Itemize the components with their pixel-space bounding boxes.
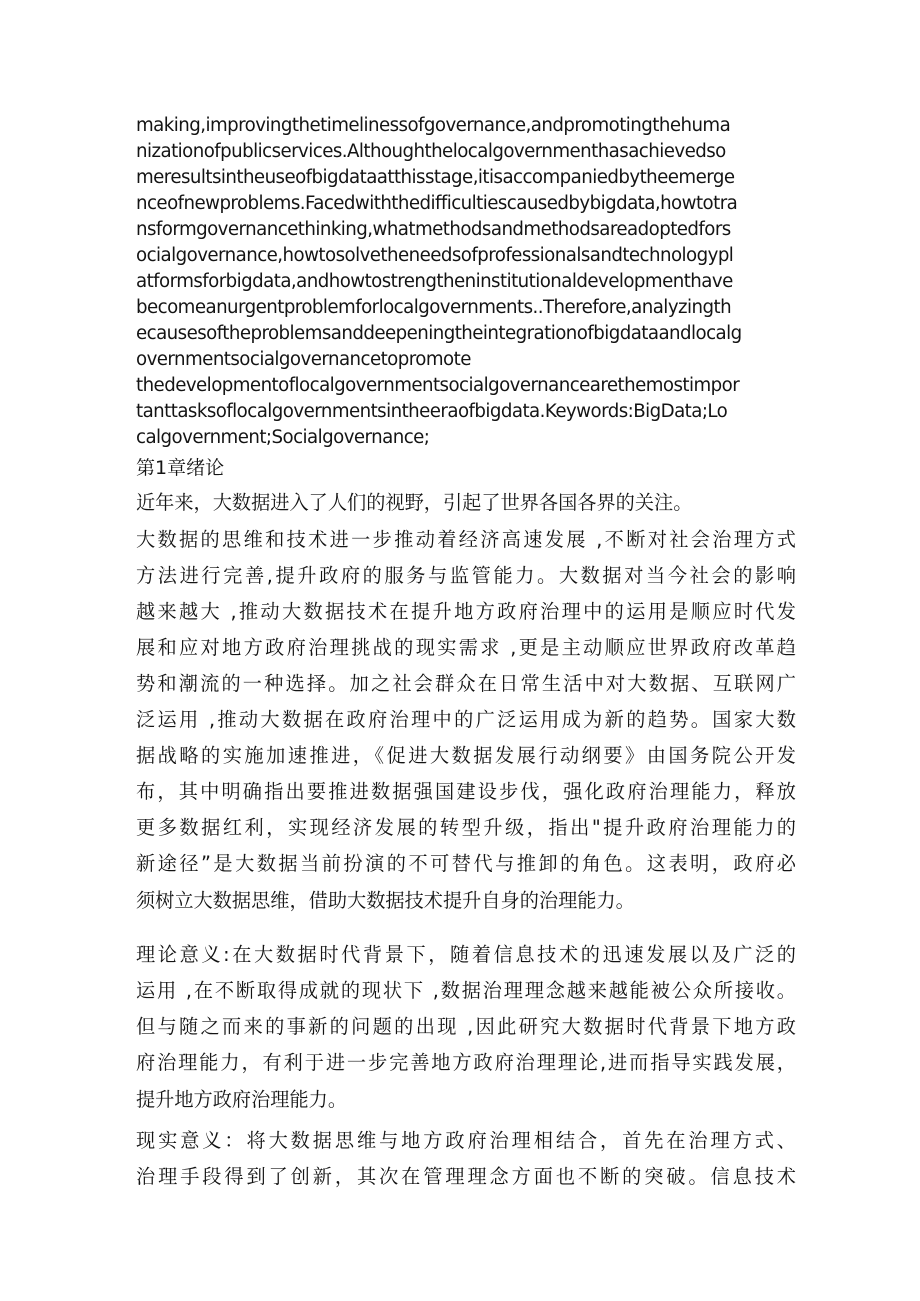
abstract-en-line: nsformgovernancethinking,whatmethodsandmethodsareadoptedfors [136,219,731,240]
abstract-en-line: tanttasksoflocalgovernmentsintheeraofbigdata.Keywords:BigData;Lo [136,401,728,422]
abstract-en-line: ocialgovernance,howtosolvetheneedsofprofessionalsandtechnologypl [136,245,734,266]
paragraph-line: 治理手段得到了创新，其次在管理理念方面也不断的突破。信息技术 [136,1165,796,1188]
paragraph-line: 须树立大数据思维，借助大数据技术提升自身的治理能力。 [136,889,635,912]
paragraph-line: 近年来，大数据进入了人们的视野，引起了世界各国各界的关注。 [136,491,693,514]
abstract-en-line: thedevelopmentoflocalgovernmentsocialgovernancearethemostimpor [136,375,740,396]
paragraph-line: 据战略的实施加速推进，《促进大数据发展行动纲要》由国务院公开发 [136,744,796,767]
paragraph-line: 新途径”是大数据当前扮演的不可替代与推卸的角色。这表明，政府必 [136,852,796,875]
abstract-en-line: nceofnewproblems.Facedwiththedifficultiescausedbybigdata,howtotra [136,193,738,214]
paragraph-line: 方法进行完善,提升政府的服务与监管能力。大数据对当今社会的影响 [136,564,796,587]
paragraph-line: 更多数据红利，实现经济发展的转型升级，指出"提升政府治理能力的 [136,816,796,839]
abstract-en-line: making,improvingthetimelinessofgovernance,andpromotingthehuma [136,115,731,136]
abstract-en-line: becomeanurgentproblemforlocalgovernments..Therefore,analyzingth [136,297,732,318]
abstract-en-line: meresultsintheuseofbigdataatthisstage,itisaccompaniedbytheemerge [136,167,735,188]
abstract-en-line: ecausesoftheproblemsanddeepeningtheintegrationofbigdataandlocalg [136,323,742,344]
paragraph-line: 但与随之而来的事新的问题的出现 ,因此研究大数据时代背景下地方政 [136,1015,796,1038]
abstract-en-line: nizationofpublicservices.Althoughthelocalgovernmenthasachievedso [136,141,726,162]
paragraph-line: 越来越大 ,推动大数据技术在提升地方政府治理中的运用是顺应时代发 [136,600,796,623]
chapter-heading: 第1章绪论 [136,457,225,479]
abstract-en-line: atformsforbigdata,andhowtostrengtheninstitutionaldevelopmenthave [136,271,733,292]
abstract-en-line: calgovernment;Socialgovernance; [136,427,430,448]
paragraph-line: 府治理能力，有利于进一步完善地方政府治理理论,进而指导实践发展， [136,1051,796,1074]
paragraph-line: 势和潮流的一种选择。加之社会群众在日常生活中对大数据、互联网广 [136,672,796,695]
paragraph-line: 运用 ,在不断取得成就的现状下 ,数据治理理念越来越能被公众所接收。 [136,979,796,1002]
abstract-en-line: overnmentsocialgovernancetopromote [136,349,471,370]
paragraph-line: 大数据的思维和技术进一步推动着经济高速发展 ,不断对社会治理方式 [136,528,796,551]
paragraph-line: 理论意义:在大数据时代背景下，随着信息技术的迅速发展以及广泛的 [136,943,796,966]
paragraph-line: 提升地方政府治理能力。 [136,1088,348,1111]
paragraph-line: 泛运用 ,推动大数据在政府治理中的广泛运用成为新的趋势。国家大数 [136,708,796,731]
paragraph-line: 展和应对地方政府治理挑战的现实需求 ,更是主动顺应世界政府改革趋 [136,636,796,659]
paragraph-line: 现实意义：将大数据思维与地方政府治理相结合，首先在治理方式、 [136,1129,796,1152]
paragraph-line: 布，其中明确指出要推进数据强国建设步伐，强化政府治理能力，释放 [136,780,796,803]
